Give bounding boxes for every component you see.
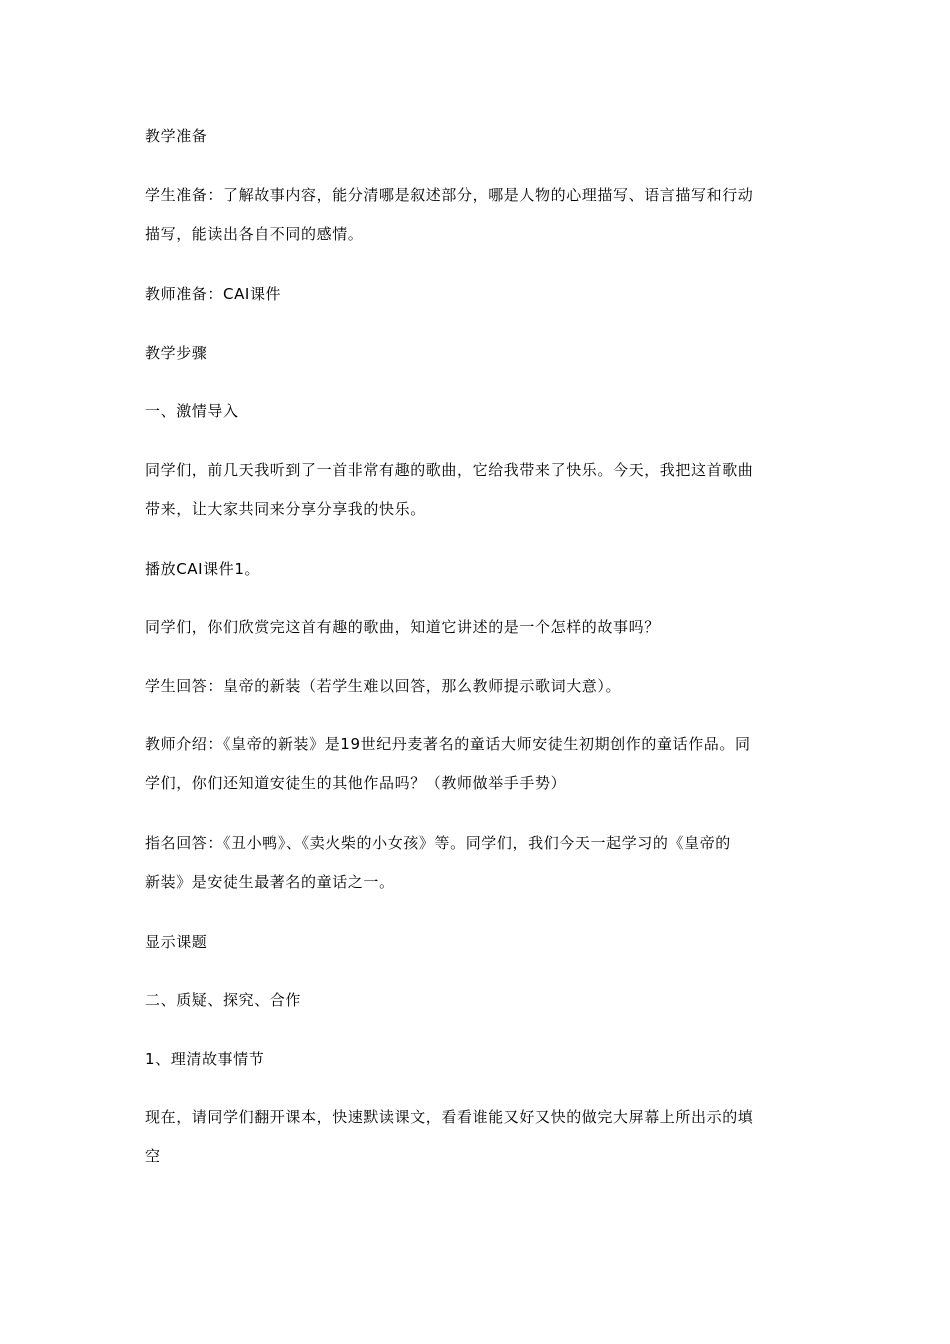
sub-section-one-heading: 1、理清故事情节 [145,1050,265,1068]
teacher-intro-line-1: 教师介绍：《皇帝的新装》是19世纪丹麦著名的童话大师安徒生初期创作的童话作品。同 [145,735,751,753]
intro-line-1: 同学们，前几天我听到了一首非常有趣的歌曲，它给我带来了快乐。今天，我把这首歌曲 [145,461,754,479]
now-line-2: 空 [145,1147,161,1165]
section-one-heading: 一、激情导入 [145,402,239,420]
student-preparation-line-1: 学生准备：了解故事内容，能分清哪是叙述部分，哪是人物的心理描写、语言描写和行动 [145,186,754,204]
now-paragraph [145,1098,810,1176]
intro-paragraph [145,451,810,529]
section-two-heading: 二、质疑、探究、合作 [145,991,302,1009]
now-line-1: 现在，请同学们翻开课本，快速默读课文，看看谁能又好又快的做完大屏幕上所出示的填 [145,1108,754,1126]
named-answer-line-2: 新装》是安徒生最著名的童话之一。 [145,873,395,891]
show-title-paragraph: 显示课题 [145,933,208,951]
student-preparation-line-2: 描写，能读出各自不同的感情。 [145,225,364,243]
intro-line-2: 带来，让大家共同来分享分享我的快乐。 [145,500,426,518]
student-answer-paragraph: 学生回答：皇帝的新装（若学生难以回答，那么教师提示歌词大意）。 [145,677,622,695]
heading-teaching-steps: 教学步骤 [145,344,208,362]
heading-teaching-preparation: 教学准备 [145,127,208,145]
student-preparation-paragraph [145,176,810,254]
question-story-paragraph: 同学们，你们欣赏完这首有趣的歌曲，知道它讲述的是一个怎样的故事吗？ [145,618,660,636]
play-courseware-paragraph: 播放CAI课件1。 [145,560,261,578]
named-answer-line-1: 指名回答：《丑小鸭》、《卖火柴的小女孩》等。同学们，我们今天一起学习的《皇帝的 [145,834,731,852]
teacher-preparation-paragraph: 教师准备：CAI课件 [145,285,282,303]
teacher-intro-paragraph [145,725,810,803]
teacher-intro-line-2: 学们，你们还知道安徒生的其他作品吗？（教师做举手手势） [145,774,567,792]
named-answer-paragraph [145,824,810,902]
